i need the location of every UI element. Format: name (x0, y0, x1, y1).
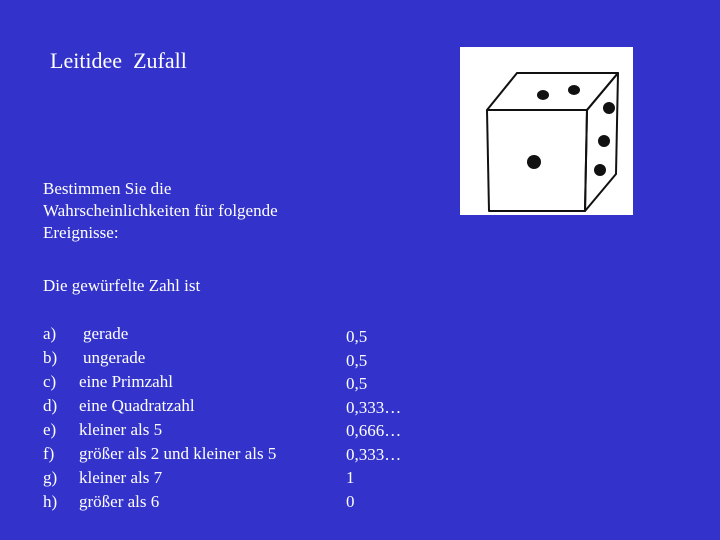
event-letter: d) (43, 396, 58, 415)
event-letter: f) (43, 444, 55, 463)
slide-title: Leitidee Zufall (50, 48, 187, 73)
answer-item: 0 (346, 491, 355, 511)
event-text: größer als 2 und kleiner als 5 (79, 444, 277, 463)
event-letter: a) (43, 324, 57, 343)
event-letter: e) (43, 420, 57, 439)
event-text: kleiner als 5 (79, 420, 163, 439)
event-letter: c) (43, 372, 57, 391)
answer-item: 0,333… (346, 397, 402, 417)
event-text: ungerade (83, 348, 146, 367)
event-text: kleiner als 7 (79, 468, 163, 487)
event-item (43, 346, 276, 370)
answer-list (346, 325, 401, 513)
lead-text: Die gewürfelte Zahl ist (43, 276, 201, 295)
answer-item: 0,5 (346, 374, 368, 393)
task-line: Bestimmen Sie die (43, 179, 172, 198)
event-item (43, 370, 276, 394)
answer-item: 0,666… (346, 421, 402, 440)
answer-item: 0,5 (346, 327, 368, 346)
answer-item: 1 (346, 468, 355, 487)
event-letter: h) (43, 492, 58, 511)
event-text: eine Quadratzahl (79, 396, 195, 415)
task-line: Ereignisse: (43, 223, 119, 242)
dice-pips (527, 85, 615, 176)
event-item (43, 418, 276, 442)
event-item (43, 490, 276, 514)
dice-image (460, 47, 633, 215)
event-item (43, 394, 276, 418)
answer-item: 0,5 (346, 350, 368, 370)
event-item (43, 442, 276, 466)
event-letter: g) (43, 468, 58, 487)
answer-item: 0,333… (346, 444, 402, 464)
event-text: größer als 6 (79, 492, 160, 511)
event-item (43, 322, 276, 346)
task-text (43, 178, 343, 244)
task-line: Wahrscheinlichkeiten für folgende (43, 201, 278, 220)
event-text: gerade (83, 324, 129, 343)
event-item (43, 466, 276, 490)
event-list (43, 322, 276, 514)
dice-icon (460, 47, 633, 215)
event-text: eine Primzahl (79, 372, 173, 391)
event-letter: b) (43, 348, 58, 367)
